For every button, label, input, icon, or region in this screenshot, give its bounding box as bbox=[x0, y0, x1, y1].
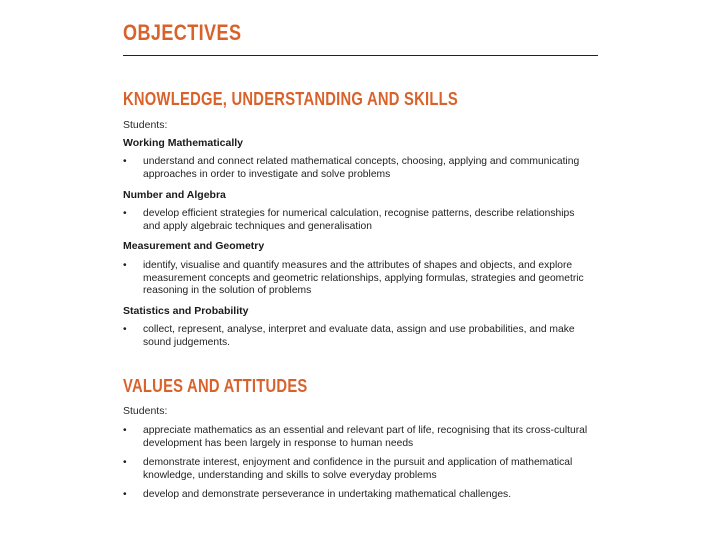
group-heading-statistics-probability: Statistics and Probability bbox=[123, 305, 249, 317]
list-item-text: collect, represent, analyse, interpret and evaluate data, assign and use probabilities, and make sound judgements. bbox=[143, 324, 575, 348]
list-item bbox=[123, 457, 593, 482]
section-title-knowledge: KNOWLEDGE, UNDERSTANDING AND SKILLS bbox=[123, 89, 458, 109]
values-intro: Students: bbox=[123, 405, 168, 417]
bullet-marker: • bbox=[123, 208, 127, 219]
list-item-text: develop efficient strategies for numerical calculation, recognise patterns, describe relationships and apply algebraic techniques and generalisation bbox=[143, 208, 575, 232]
list-item-text: understand and connect related mathematical concepts, choosing, applying and communicating approaches in order to investigate and solve problems bbox=[143, 156, 580, 180]
list-item-text: develop and demonstrate perseverance in undertaking mathematical challenges. bbox=[143, 489, 512, 500]
knowledge-intro: Students: bbox=[123, 119, 168, 131]
list-item bbox=[123, 156, 593, 181]
bullet-marker: • bbox=[123, 489, 127, 500]
list-item bbox=[123, 425, 593, 450]
group-heading-working-mathematically: Working Mathematically bbox=[123, 137, 244, 149]
bullet-marker: • bbox=[123, 425, 127, 436]
list-item bbox=[123, 489, 593, 502]
list-item-text: appreciate mathematics as an essential and relevant part of life, recognising that its cross-cultural development has been largely in response to human needs bbox=[143, 425, 588, 449]
bullet-marker: • bbox=[123, 156, 127, 167]
list-item bbox=[123, 260, 593, 298]
list-item bbox=[123, 324, 593, 349]
bullet-marker: • bbox=[123, 260, 127, 271]
group-heading-measurement-geometry: Measurement and Geometry bbox=[123, 240, 265, 252]
list-item bbox=[123, 208, 593, 233]
bullet-marker: • bbox=[123, 324, 127, 335]
title-divider bbox=[123, 55, 598, 56]
page-title: OBJECTIVES bbox=[123, 20, 242, 45]
bullet-marker: • bbox=[123, 457, 127, 468]
section-title-values: VALUES AND ATTITUDES bbox=[123, 376, 308, 396]
list-item-text: identify, visualise and quantify measures and the attributes of shapes and objects, and explore measurement concepts and geometric relationships, applying formulas, strategies and geometric reasoning in the solution of problems bbox=[143, 260, 584, 296]
list-item-text: demonstrate interest, enjoyment and confidence in the pursuit and application of mathematical knowledge, understanding and skills to solve everyday problems bbox=[143, 457, 573, 481]
group-heading-number-algebra: Number and Algebra bbox=[123, 189, 226, 201]
